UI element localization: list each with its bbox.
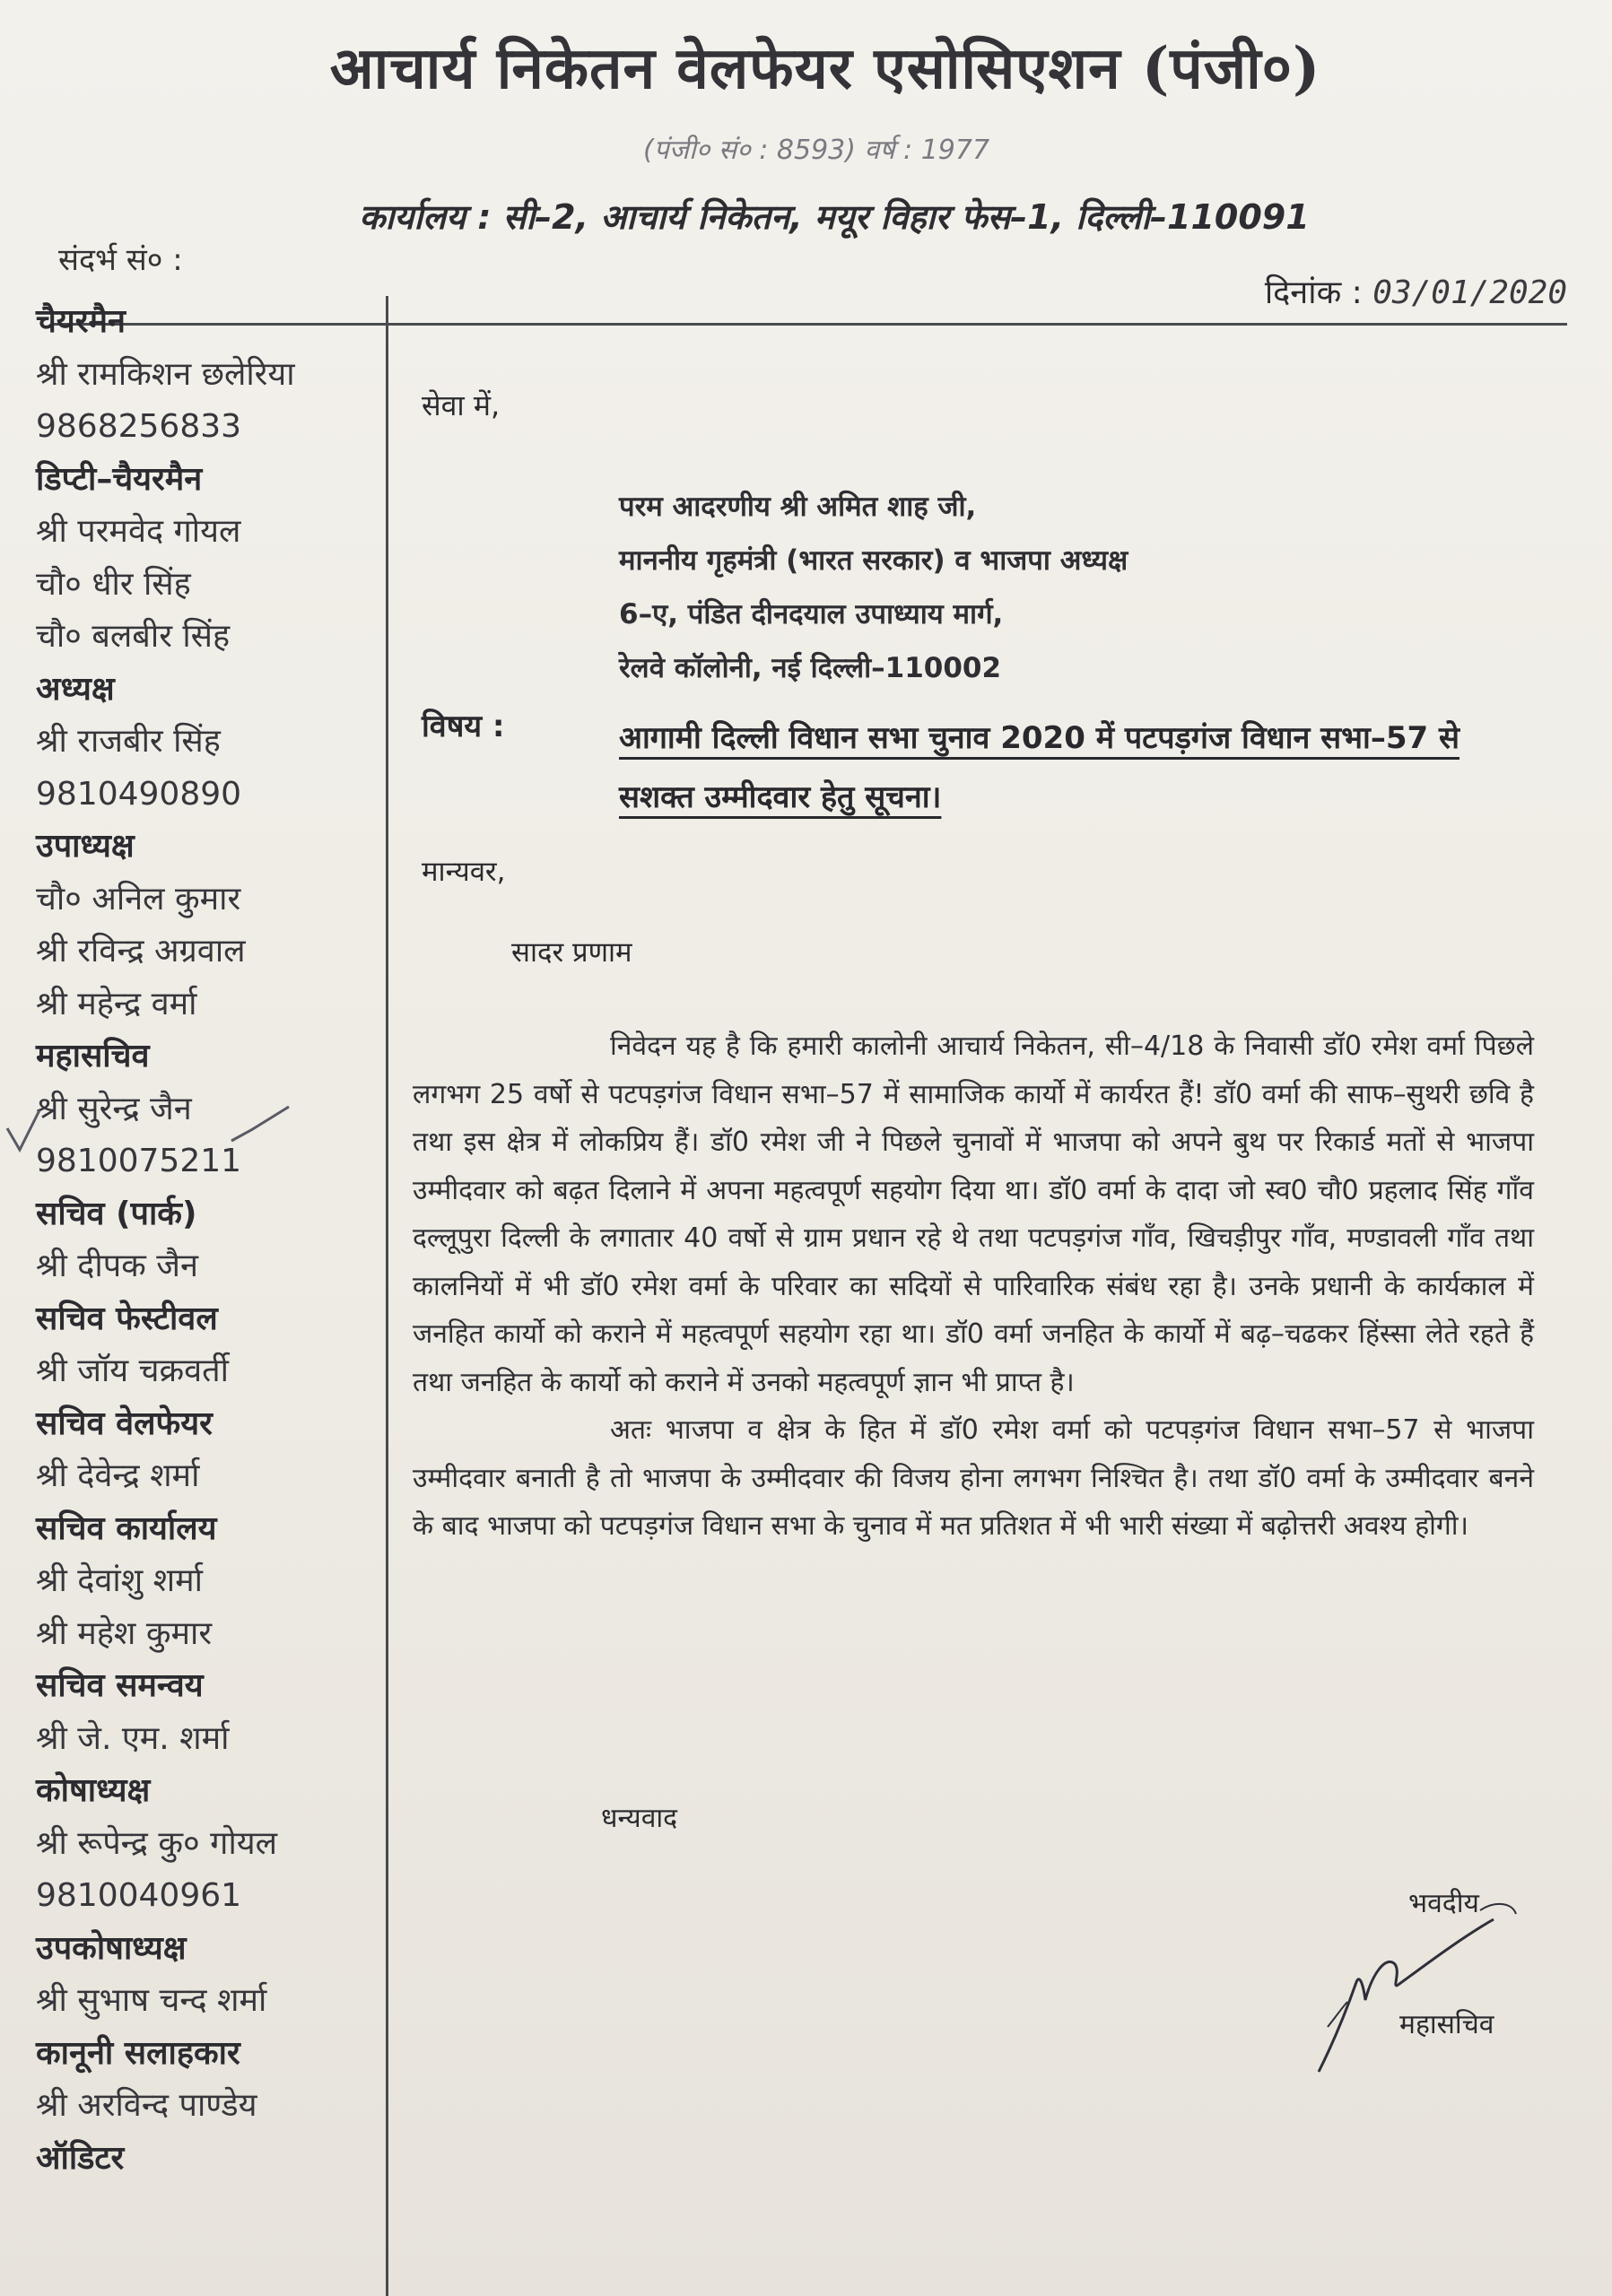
registration-line: (पंजी० सं० : 8593) वर्ष : 1977 [642, 135, 990, 166]
sidebar-member: श्री महेन्द्र वर्मा [36, 985, 197, 1022]
sidebar-role: ऑडिटर [36, 2139, 125, 2177]
pranam-line: सादर प्रणाम [511, 936, 632, 969]
thanks-line: धन्यवाद [601, 1803, 678, 1834]
sidebar-member: श्री महेश कुमार [36, 1614, 213, 1652]
addressee-line: परम आदरणीय श्री अमित शाह जी, [619, 491, 977, 523]
sidebar-role: उपकोषाध्यक्ष [36, 1929, 187, 1967]
sidebar-member: श्री रूपेन्द्र कु० गोयल [36, 1824, 278, 1862]
sidebar-member: श्री परमवेद गोयल [36, 513, 241, 550]
sidebar-member: चौ० अनिल कुमार [36, 880, 241, 918]
signature [1301, 1901, 1570, 2081]
sidebar-role: डिप्टी–चैयरमैन [36, 460, 203, 498]
sidebar-member: श्री सुभाष चन्द शर्मा [36, 1982, 267, 2019]
subject-label: विषय : [422, 709, 505, 744]
addressee-line: 6–ए, पंडित दीनदयाल उपाध्याय मार्ग, [619, 598, 1004, 631]
sidebar-member: श्री सुरेन्द्र जैन [36, 1090, 192, 1127]
sidebar-member: 9810075211 [36, 1143, 242, 1179]
sidebar-member: श्री रविन्द्र अग्रवाल [36, 933, 246, 970]
date-line [1265, 269, 1567, 313]
letter-body [413, 1022, 1534, 1551]
sidebar-member: श्री रामकिशन छलेरिया [36, 355, 295, 393]
sidebar-role: सचिव फेस्टीवल [36, 1300, 218, 1337]
sidebar-role: उपाध्यक्ष [36, 828, 135, 865]
sidebar-member: श्री दीपक जैन [36, 1248, 198, 1284]
sidebar-role: चैयरमैन [36, 303, 126, 340]
sidebar-role: सचिव कार्यालय [36, 1509, 217, 1547]
greeting: मान्यवर, [422, 856, 506, 888]
office-address: कार्यालय : सी–2, आचार्य निकेतन, मयूर विहार फेस–1, दिल्ली–110091 [359, 197, 1310, 237]
sidebar-member: चौ० धीर सिंह [36, 565, 191, 603]
sidebar-member: श्री जे. एम. शर्मा [36, 1719, 230, 1757]
addressee-line: माननीय गृहमंत्री (भारत सरकार) व भाजपा अध्यक्ष [619, 544, 1128, 577]
sidebar-member: 9810040961 [36, 1877, 242, 1914]
sidebar-role: महासचिव [36, 1038, 150, 1074]
sidebar-role: सचिव समन्वय [36, 1667, 204, 1704]
sidebar-member: 9810490890 [36, 775, 242, 813]
body-paragraph: अतः भाजपा व क्षेत्र के हित में डॉ0 रमेश वर्मा को पटपड़गंज विधान सभा–57 से भाजपा उम्मीदवार बनाती है तो भाजपा के उम्मीदवार की विजय होना लगभग निश्चित है। तथा डॉ0 वर्मा के उम्मीदवार बनने के बाद भाजपा को पटपड़गंज विधान सभा के चुनाव में मत प्रतिशत में भी भारी संख्या में बढ़ोत्तरी अवश्य होगी। [413, 1414, 1534, 1542]
tick-mark-icon [0, 1094, 305, 1166]
date-value: 03/01/2020 [1372, 274, 1567, 311]
addressee-block [619, 480, 1128, 695]
addressee-line: रेलवे कॉलोनी, नई दिल्ली–110002 [619, 652, 1002, 684]
to-line: सेवा में, [422, 388, 501, 422]
signatory-title: महासचिव [1399, 2009, 1494, 2040]
sidebar-role: सचिव वेलफेयर [36, 1405, 213, 1442]
subject-text: आगामी दिल्ली विधान सभा चुनाव 2020 में पटपड़गंज विधान सभा–57 से सशक्त उम्मीदवार हेतु सूचना। [619, 720, 1460, 815]
date-label: दिनांक : [1264, 274, 1363, 311]
sidebar-member: 9868256833 [36, 408, 242, 445]
sidebar-role: कोषाध्यक्ष [36, 1772, 151, 1809]
reference-number-label: संदर्भ सं० : [58, 242, 183, 278]
sidebar-role: कानूनी सलाहकार [36, 2034, 240, 2072]
sidebar-role: अध्यक्ष [36, 670, 115, 708]
sidebar-member: श्री देवेन्द्र शर्मा [36, 1457, 200, 1494]
closing-line: भवदीय [1408, 1888, 1479, 1919]
sidebar-role: सचिव (पार्क) [36, 1195, 197, 1232]
body-paragraph: निवेदन यह है कि हमारी कालोनी आचार्य निकेतन, सी–4/18 के निवासी डॉ0 रमेश वर्मा पिछले लगभग 25 वर्षो से पटपड़गंज विधान सभा–57 में सामाजिक कार्यो में कार्यरत हैं! डॉ0 वर्मा की साफ–सुथरी छवि है तथा इस क्षेत्र में लोकप्रिय हैं। डॉ0 रमेश जी ने पिछले चुनावों में भाजपा को अपने बुथ पर रिकार्ड मतों से भाजपा उम्मीदवार को बढ़त दिलाने में अपना महत्वपूर्ण सहयोग दिया था। डॉ0 वर्मा के दादा जो स्व0 चौ0 प्रहलाद सिंह गाँव दल्लूपुरा दिल्ली के लगातार 40 वर्षो से ग्राम प्रधान रहे थे तथा पटपड़गंज गाँव, खिचड़ीपुर गाँव, मण्डावली गाँव तथा कालनियों में भी डॉ0 रमेश वर्मा के परिवार का सदियों से पारिवारिक संबंध रहा है। उनके प्रधानी के कार्यकाल में जनहित कार्यो को कराने में महत्वपूर्ण सहयोग रहा था। डॉ0 वर्मा जनहित के कार्यो में बढ़–चढकर हिंस्सा लेते रहते हैं तथा जनहित के कार्यो को कराने में उनको महत्वपूर्ण ज्ञान भी प्राप्त है। [413, 1031, 1534, 1398]
org-name: आचार्य निकेतन वेलफेयर एसोसिएशन (पंजी०) [329, 35, 1321, 102]
sidebar-member: श्री राजबीर सिंह [36, 723, 221, 760]
sidebar-member: चौ० बलबीर सिंह [36, 618, 231, 655]
office-bearers-list [36, 296, 377, 2185]
sidebar-member: श्री जॉय चक्रवर्ती [36, 1352, 229, 1389]
sidebar-divider [386, 296, 388, 2296]
sidebar-member: श्री अरविन्द पाण्डेय [36, 2087, 257, 2124]
sidebar-member: श्री देवांशु शर्मा [36, 1562, 203, 1599]
